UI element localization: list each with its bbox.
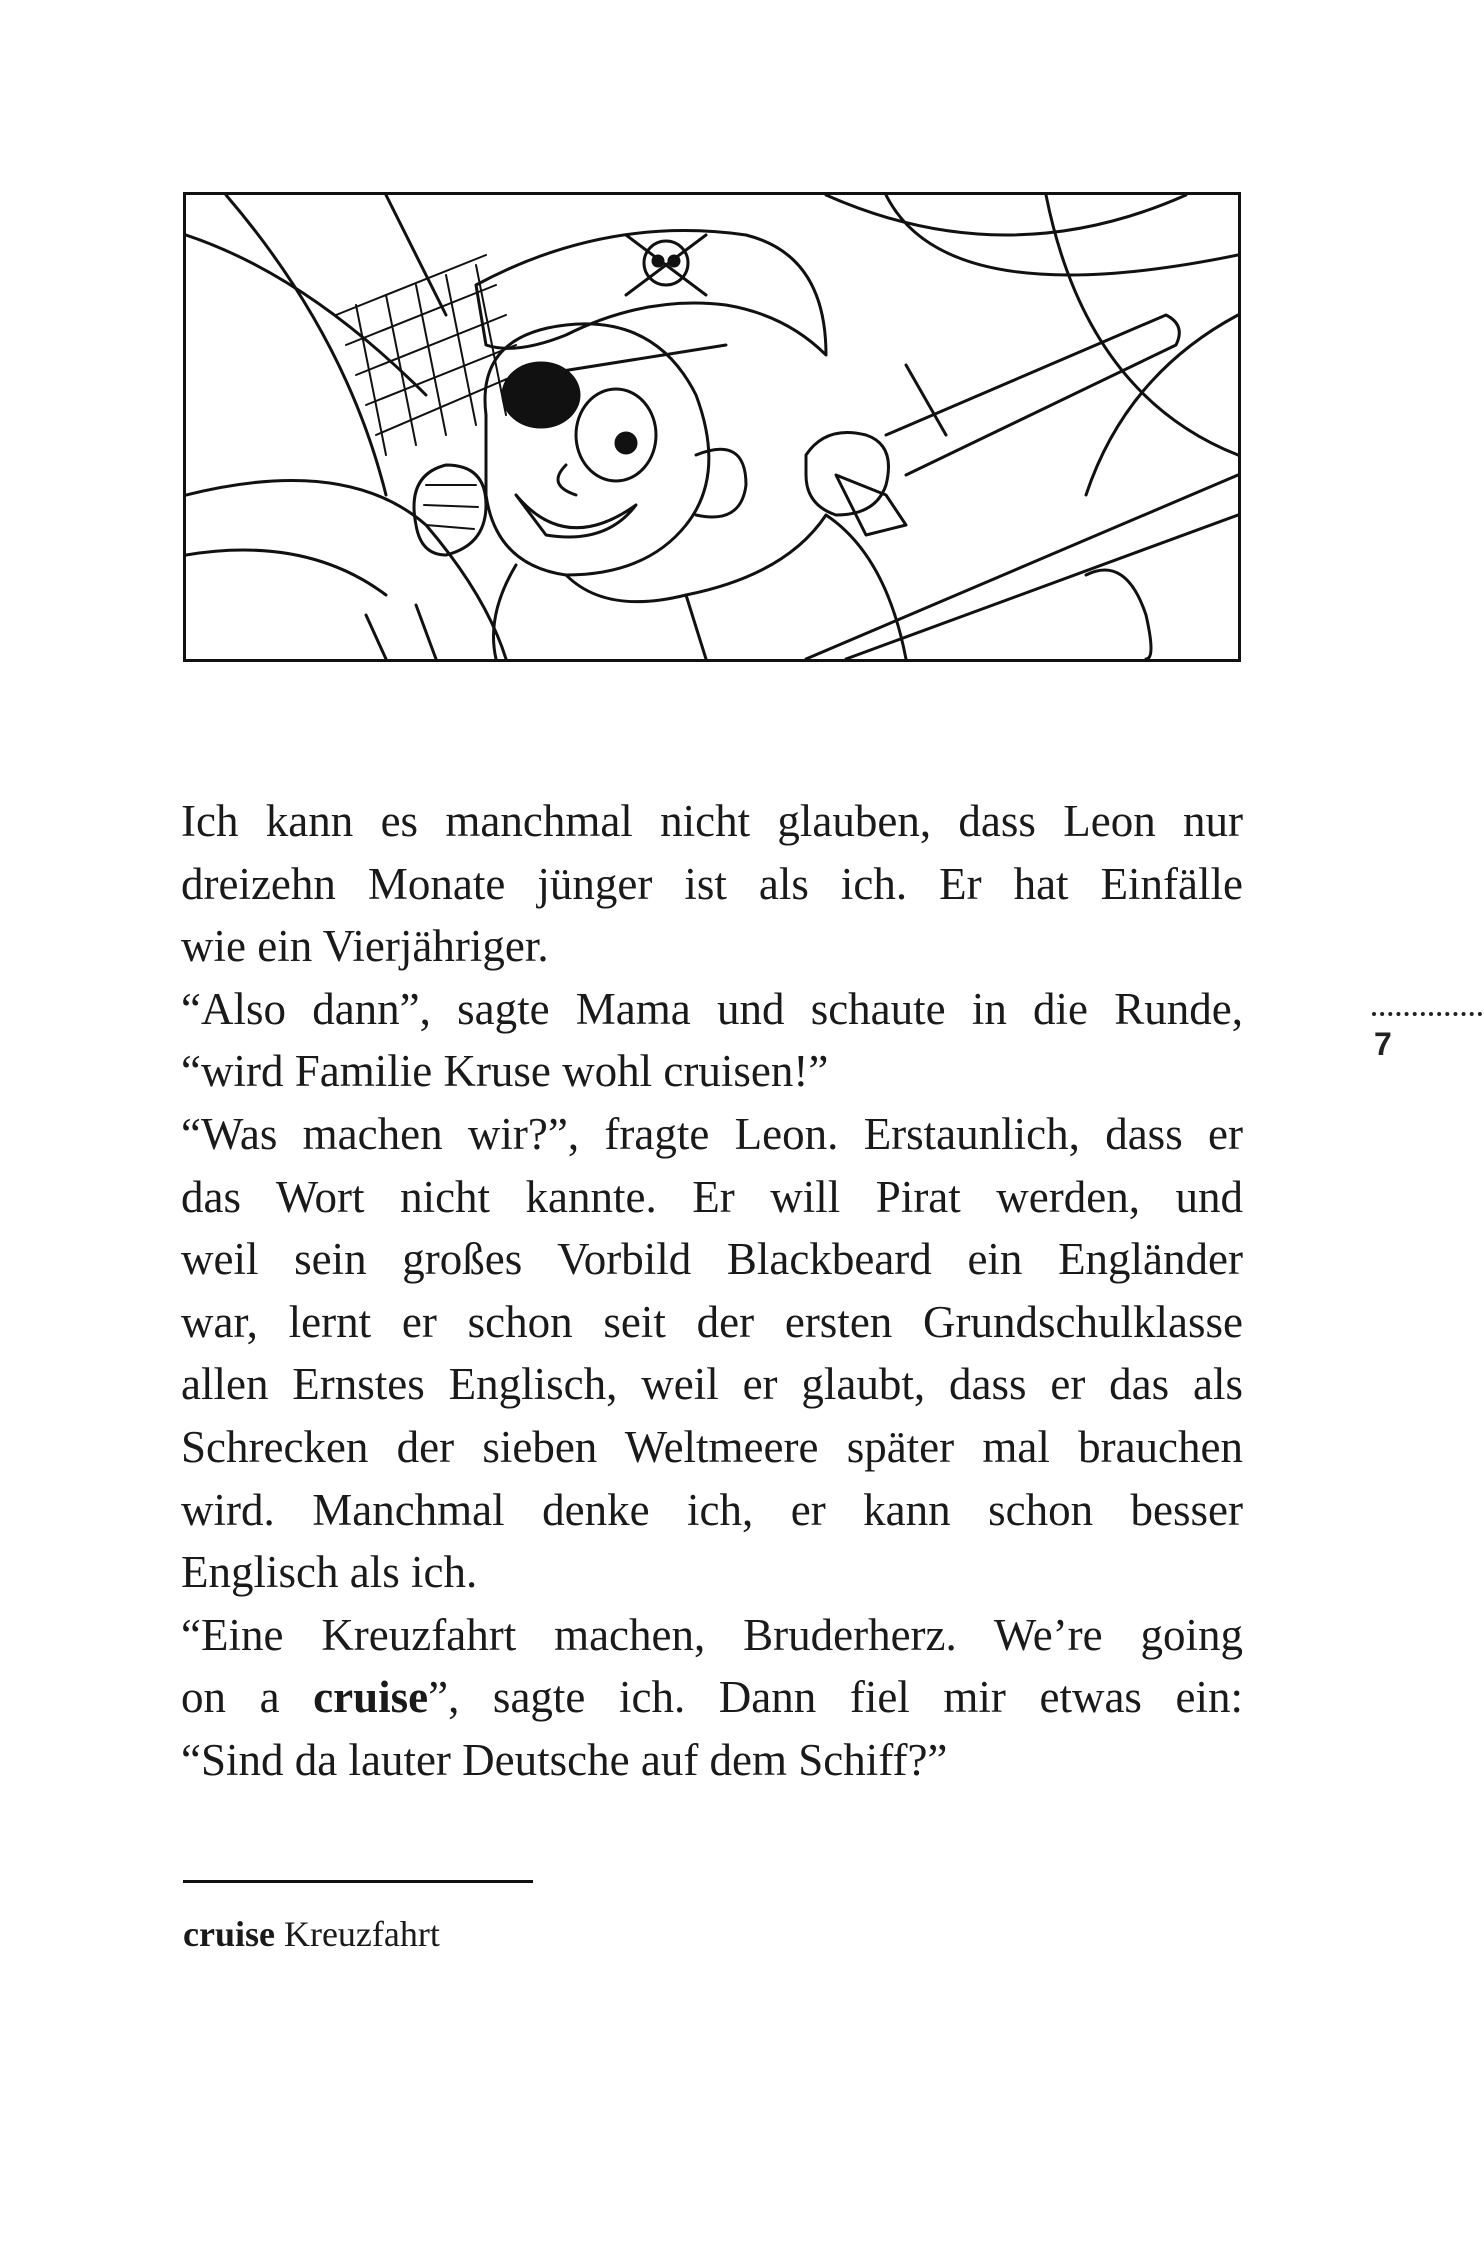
text-fragment: ”, sagte ich. Dann fiel mir etwas ein: [428,1672,1243,1723]
text-line: wie ein Vierjähriger. [181,921,549,972]
page-number: 7 [1374,1026,1392,1062]
text-line: Ich kann es manchmal nicht glauben, dass Leon nur [181,796,1243,846]
paragraph-4 [181,1604,1243,1792]
text-line: dreizehn Monate jünger ist als ich. Er hat Einfälle [181,858,1243,909]
story-text [181,790,1243,1792]
text-line: Schrecken der sieben Weltmeere später mal brauchen [181,1421,1243,1472]
text-line: “Was machen wir?”, fragte Leon. Erstaunlich, dass er [181,1108,1243,1159]
paragraph-2 [181,978,1243,1103]
text-line: war, lernt er schon seit der ersten Grundschulklasse [181,1296,1243,1347]
footnote [183,1912,440,1956]
text-line: das Wort nicht kannte. Er will Pirat werden, und [181,1171,1243,1222]
pirate-boy-illustration [183,192,1241,662]
text-line: “Sind da lauter Deutsche auf dem Schiff?” [181,1734,948,1785]
text-fragment: on a [181,1672,314,1723]
text-line: “Also dann”, sagte Mama und schaute in die Runde, [181,983,1243,1034]
glossary-term: cruise [313,1672,429,1723]
footnote-rule [183,1880,533,1883]
page-marker [1372,1012,1482,1062]
text-line: allen Ernstes Englisch, weil er glaubt, dass er das als [181,1359,1243,1410]
text-line: Englisch als ich. [181,1547,478,1598]
text-line [181,1666,1243,1729]
text-line: “Eine Kreuzfahrt machen, Bruderherz. We’re going [181,1609,1243,1660]
text-line: weil sein großes Vorbild Blackbeard ein Engländer [181,1234,1243,1285]
text-line: “wird Familie Kruse wohl cruisen!” [181,1046,829,1097]
footnote-term: cruise [183,1914,275,1954]
paragraph-3 [181,1103,1243,1604]
paragraph-1 [181,790,1243,978]
footnote-definition: Kreuzfahrt [283,1914,440,1954]
text-line: wird. Manchmal denke ich, er kann schon besser [181,1484,1243,1535]
dotted-rule [1372,1012,1482,1016]
